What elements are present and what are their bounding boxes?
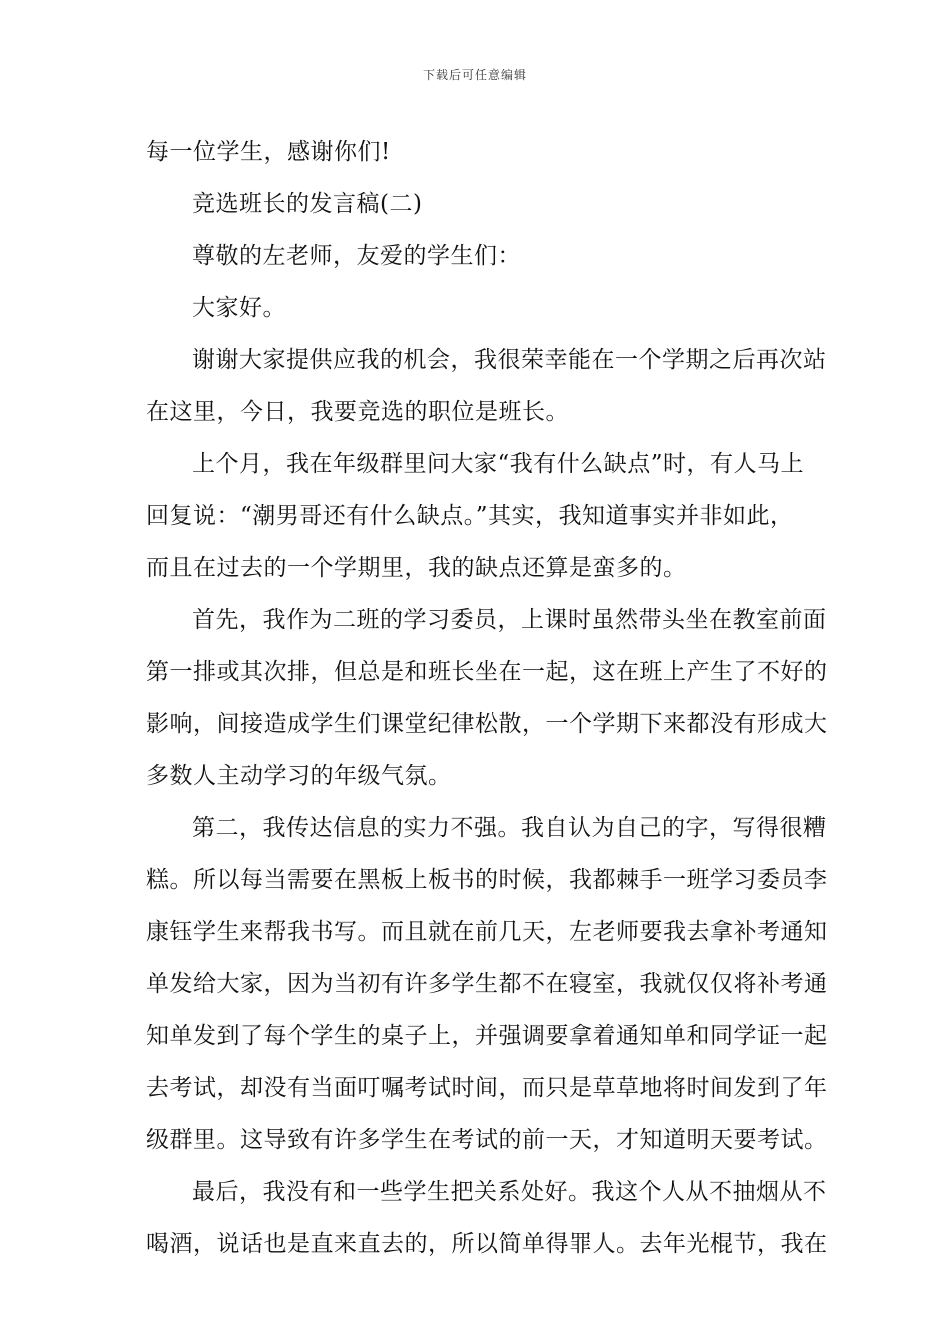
text-line: 去考试，却没有当面叮嘱考试时间，而只是草草地将时间发到了年 (146, 1075, 828, 1101)
salutation: 尊敬的左老师，友爱的学生们： (192, 243, 521, 269)
text-line: 谢谢大家提供应我的机会，我很荣幸能在一个学期之后再次站 (192, 347, 827, 373)
text-line: 每一位学生，感谢你们! (146, 139, 391, 165)
text-line: 第二，我传达信息的实力不强。我自认为自己的字，写得很糟 (192, 815, 827, 841)
text-line: 影响，间接造成学生们课堂纪律松散，一个学期下来都没有形成大 (146, 711, 828, 737)
text-line: 康钰学生来帮我书写。而且就在前几天，左老师要我去拿补考通知 (146, 919, 828, 945)
text-line: 而且在过去的一个学期里，我的缺点还算是蛮多的。 (146, 555, 687, 581)
text-line: 单发给大家，因为当初有许多学生都不在寝室，我就仅仅将补考通 (146, 971, 828, 997)
text-line: 知单发到了每个学生的桌子上，并强调要拿着通知单和同学证一起 (146, 1023, 828, 1049)
document-body (146, 126, 828, 1270)
section-title: 竞选班长的发言稿(二) (192, 191, 423, 217)
text-line: 第一排或其次排，但总是和班长坐在一起，这在班上产生了不好的 (146, 659, 828, 685)
text-line: 首先，我作为二班的学习委员，上课时虽然带头坐在教室前面 (192, 607, 827, 633)
text-line: 最后，我没有和一些学生把关系处好。我这个人从不抽烟从不 (192, 1179, 827, 1205)
text-line: 多数人主动学习的年级气氛。 (146, 763, 452, 789)
text-line: 上个月，我在年级群里问大家“我有什么缺点”时，有人马上 (192, 451, 805, 477)
text-line: 在这里，今日，我要竞选的职位是班长。 (146, 399, 569, 425)
text-line: 级群里。这导致有许多学生在考试的前一天，才知道明天要考试。 (146, 1127, 828, 1153)
greeting: 大家好。 (192, 295, 286, 321)
text-line: 喝酒，说话也是直来直去的，所以简单得罪人。去年光棍节，我在 (146, 1231, 828, 1257)
text-line: 糕。所以每当需要在黑板上板书的时候，我都棘手一班学习委员李 (146, 867, 828, 893)
text-line: 回复说：“潮男哥还有什么缺点。”其实，我知道事实并非如此， (146, 503, 794, 529)
page-header-note: 下载后可任意编辑 (422, 68, 527, 82)
